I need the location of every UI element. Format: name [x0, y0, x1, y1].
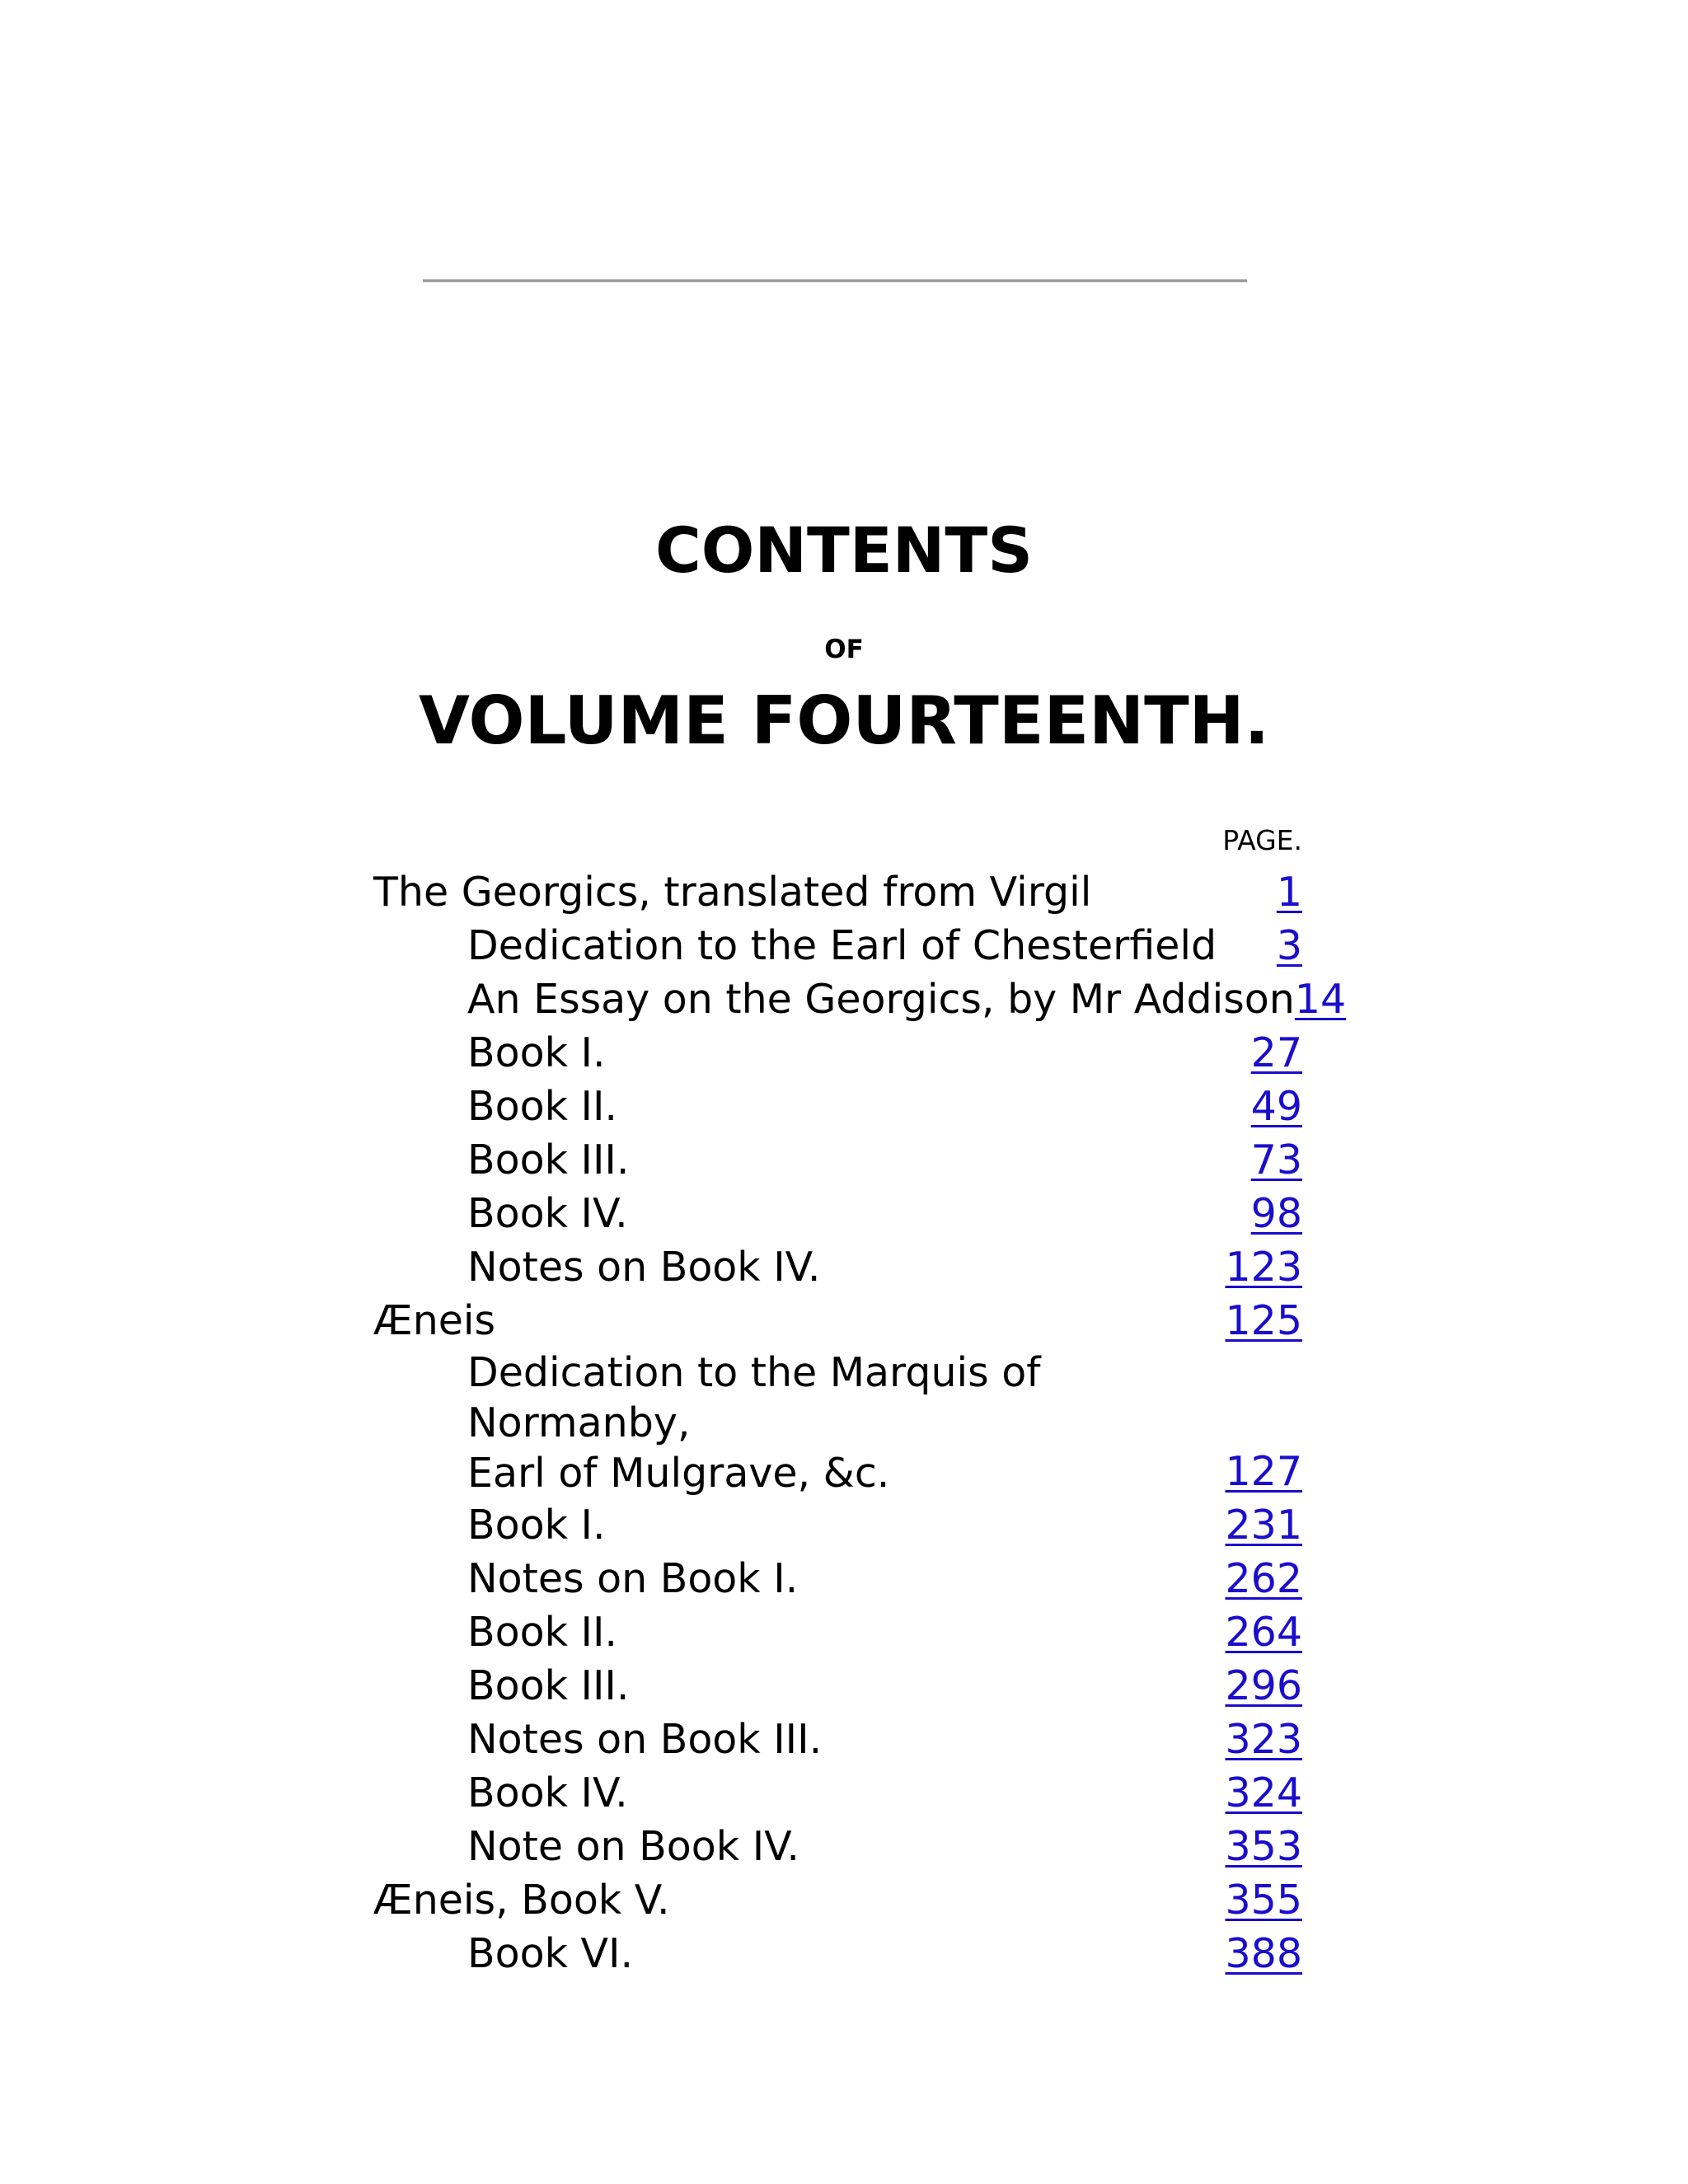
toc-row — [373, 1766, 1302, 1820]
toc-row — [373, 1498, 1302, 1552]
toc-row — [373, 1240, 1302, 1294]
contents-title: CONTENTS — [655, 513, 1033, 587]
toc-entry: Notes on Book IV. — [467, 1244, 821, 1291]
toc-entry: Dedication to the Earl of Chesterfield — [467, 922, 1217, 969]
page-column-label: PAGE. — [1222, 824, 1302, 856]
volume-title: VOLUME FOURTEENTH. — [418, 682, 1270, 759]
toc-entry: Notes on Book III. — [467, 1716, 823, 1763]
toc-row — [373, 919, 1302, 972]
toc-page-link[interactable]: 27 — [1250, 1029, 1302, 1076]
toc-row — [373, 865, 1302, 919]
toc-entry-line: Dedication to the Marquis of Normanby, — [467, 1349, 1041, 1446]
horizontal-rule — [423, 279, 1247, 283]
toc-row — [373, 1026, 1302, 1080]
toc-page-link[interactable]: 231 — [1225, 1502, 1302, 1549]
toc-row — [373, 1347, 1302, 1498]
toc-entry: Book II. — [467, 1083, 618, 1130]
toc-entry-line: Earl of Mulgrave, &c. — [467, 1450, 890, 1497]
toc-page-link[interactable]: 73 — [1250, 1137, 1302, 1183]
toc-row — [373, 1133, 1302, 1187]
toc-row — [373, 1080, 1302, 1133]
toc-entry: Book III. — [467, 1662, 630, 1709]
toc-page-link[interactable]: 127 — [1225, 1448, 1302, 1495]
toc-row — [373, 1605, 1302, 1659]
toc-page-link[interactable]: 98 — [1250, 1190, 1302, 1237]
of-label: OF — [824, 635, 864, 664]
toc-page-link[interactable]: 49 — [1250, 1083, 1302, 1130]
toc-entry: Book IV. — [467, 1769, 628, 1816]
toc-page-link[interactable]: 296 — [1225, 1662, 1302, 1709]
toc-page-link[interactable]: 264 — [1225, 1609, 1302, 1656]
toc-page-link[interactable]: 1 — [1276, 869, 1302, 916]
toc-page-link[interactable]: 355 — [1225, 1877, 1302, 1924]
toc-entry: Book II. — [467, 1609, 618, 1656]
toc-entry: Book I. — [467, 1502, 606, 1549]
toc-row — [373, 1552, 1302, 1605]
toc-page-link[interactable]: 125 — [1225, 1297, 1302, 1344]
toc-entry: Notes on Book I. — [467, 1555, 799, 1602]
toc-page-link[interactable]: 388 — [1225, 1930, 1302, 1977]
table-of-contents — [373, 865, 1347, 1980]
toc-entry: Book I. — [467, 1029, 606, 1076]
toc-page-link[interactable]: 14 — [1294, 976, 1347, 1023]
toc-entry: Book VI. — [467, 1930, 634, 1977]
toc-page-link[interactable]: 353 — [1225, 1823, 1302, 1870]
toc-row — [373, 1713, 1302, 1766]
toc-page-link[interactable]: 3 — [1276, 922, 1302, 969]
toc-page-link[interactable]: 262 — [1225, 1555, 1302, 1602]
toc-entry: Book III. — [467, 1137, 630, 1183]
toc-page-link[interactable]: 323 — [1225, 1716, 1302, 1763]
toc-entry: Æneis, Book V. — [373, 1877, 670, 1924]
toc-row — [373, 1820, 1302, 1873]
toc-page-link[interactable]: 123 — [1225, 1244, 1302, 1291]
toc-entry: An Essay on the Georgics, by Mr Addison — [467, 976, 1295, 1023]
toc-row — [373, 1187, 1302, 1240]
toc-entry — [373, 1347, 1225, 1498]
toc-row — [373, 1873, 1302, 1927]
toc-entry: Note on Book IV. — [467, 1823, 799, 1870]
toc-entry: Æneis — [373, 1297, 496, 1344]
toc-entry: The Georgics, translated from Virgil — [373, 869, 1092, 916]
toc-row — [373, 972, 1347, 1026]
toc-page-link[interactable]: 324 — [1225, 1769, 1302, 1816]
toc-row — [373, 1927, 1302, 1980]
toc-entry: Book IV. — [467, 1190, 628, 1237]
toc-row — [373, 1659, 1302, 1713]
toc-row — [373, 1294, 1302, 1347]
